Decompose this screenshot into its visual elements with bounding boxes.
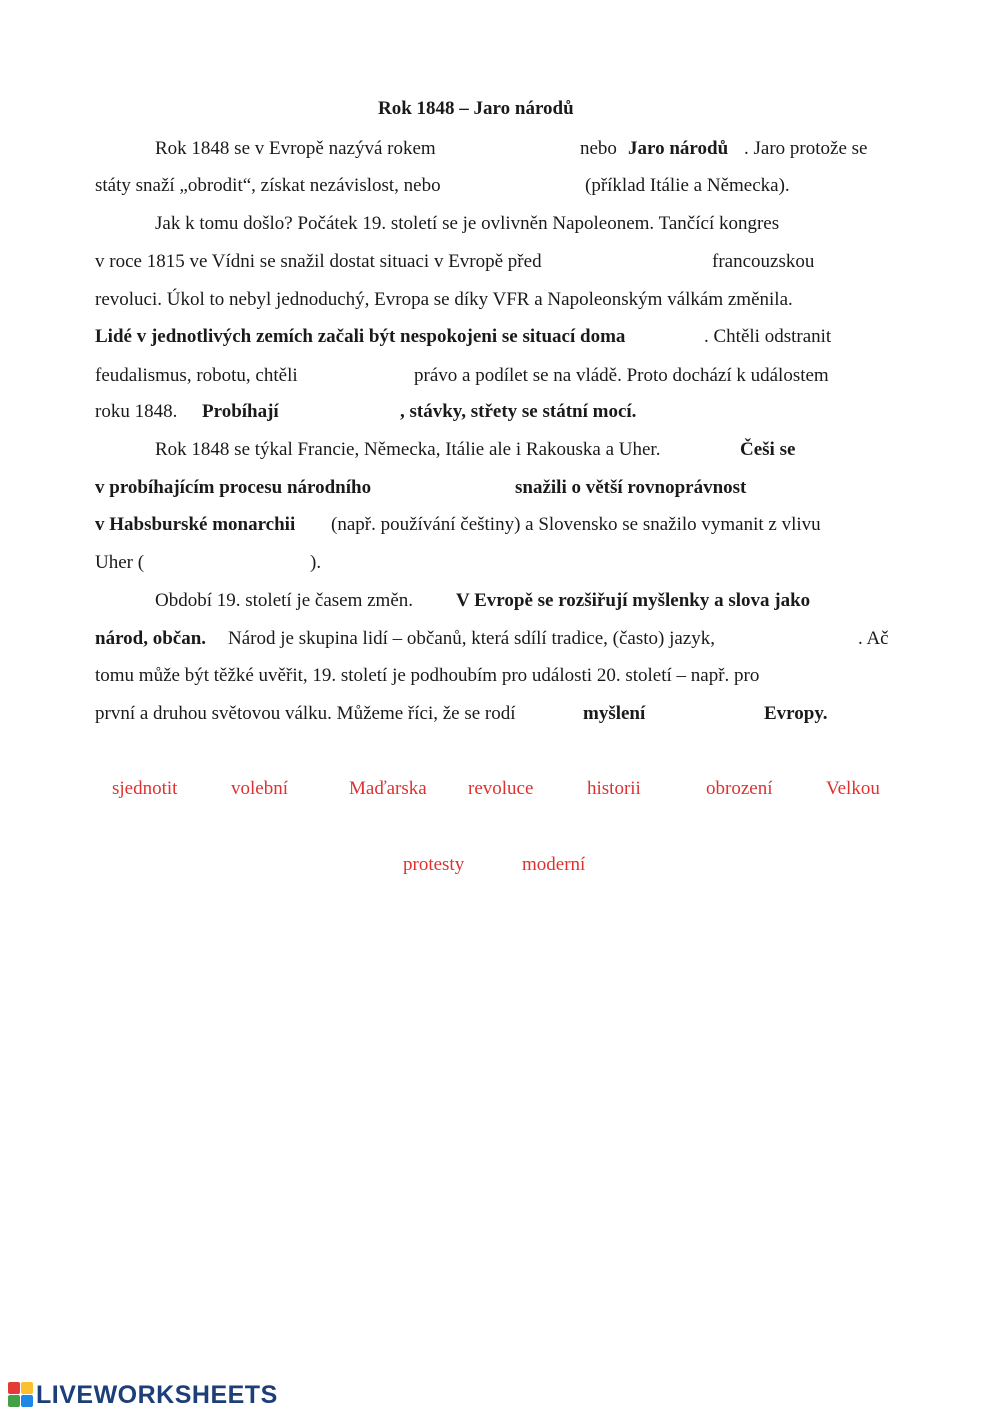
- text-bold: V Evropě se rozšiřují myšlenky a slova jako: [456, 590, 811, 611]
- answer-field-4[interactable]: [332, 363, 410, 389]
- text: právo a podílet se na vládě. Proto dochází k událostem: [414, 365, 829, 386]
- text: Rok 1848 se týkal Francie, Německa, Itálie ale i Rakouska a Uher.: [155, 439, 661, 460]
- answer-field-5[interactable]: [292, 399, 396, 425]
- text-bold: Probíhají: [202, 401, 279, 422]
- answer-field-8[interactable]: [790, 626, 854, 652]
- answer-field-9[interactable]: [662, 701, 758, 727]
- page-title: Rok 1848 – Jaro národů: [378, 98, 574, 119]
- word-bank-item[interactable]: volební: [231, 778, 288, 799]
- text-bold: národ, občan.: [95, 628, 207, 649]
- text: francouzskou: [712, 251, 815, 272]
- word-bank-item[interactable]: obrození: [706, 778, 773, 799]
- text-bold: snažili o větší rovnoprávnost: [515, 477, 747, 498]
- text-bold: Lidé v jednotlivých zemích začali být nespokojeni se situací doma: [95, 326, 626, 347]
- text: Rok 1848 se v Evropě nazývá rokem: [155, 138, 436, 159]
- text-bold: myšlení: [583, 703, 646, 724]
- word-bank-item[interactable]: Velkou: [826, 778, 880, 799]
- text-bold: , stávky, střety se státní mocí.: [400, 401, 637, 422]
- word-bank-item[interactable]: protesty: [403, 854, 465, 875]
- text: ).: [310, 552, 322, 573]
- answer-field-3[interactable]: [610, 249, 708, 275]
- text: (např. používání češtiny) a Slovensko se snažilo vymanit z vlivu: [331, 514, 821, 535]
- logo-square-red: [8, 1382, 20, 1394]
- text-bold: v probíhajícím procesu národního: [95, 477, 372, 498]
- text: tomu může být těžké uvěřit, 19. století je podhoubím pro události 20. století – např. pro: [95, 665, 760, 686]
- text: v roce 1815 ve Vídni se snažil dostat situaci v Evropě před: [95, 251, 542, 272]
- logo-square-green: [8, 1395, 20, 1407]
- word-bank-item[interactable]: Maďarska: [349, 778, 427, 799]
- text: Jak k tomu došlo? Počátek 19. století se je ovlivněn Napoleonem. Tančící kongres: [155, 213, 780, 234]
- text-bold: Evropy.: [764, 703, 828, 724]
- text: feudalismus, robotu, chtěli: [95, 365, 298, 386]
- liveworksheets-logo-icon: [8, 1382, 34, 1408]
- text: . Chtěli odstranit: [704, 326, 832, 347]
- word-bank-item[interactable]: moderní: [522, 854, 586, 875]
- text-bold: Jaro národů: [628, 138, 729, 159]
- word-bank-item[interactable]: sjednotit: [112, 778, 178, 799]
- text: Uher (: [95, 552, 145, 573]
- answer-field-6[interactable]: [414, 475, 510, 501]
- text: . Jaro protože se: [744, 138, 868, 159]
- liveworksheets-logo: [8, 1378, 278, 1412]
- text: Národ je skupina lidí – občanů, která sdílí tradice, (často) jazyk,: [228, 628, 715, 649]
- text: . Ač: [858, 628, 889, 649]
- text: Období 19. století je časem změn.: [155, 590, 414, 611]
- text: první a druhou světovou válku. Můžeme říci, že se rodí: [95, 703, 516, 724]
- logo-text: LIVEWORKSHEETS: [36, 1380, 278, 1409]
- text-bold: Češi se: [740, 439, 796, 460]
- logo-square-blue: [21, 1395, 33, 1407]
- answer-field-2[interactable]: [494, 173, 582, 199]
- logo-square-yellow: [21, 1382, 33, 1394]
- text: státy snaží „obrodit“, získat nezávislost, nebo: [95, 175, 441, 196]
- answer-field-7[interactable]: [152, 550, 306, 576]
- word-bank-item[interactable]: revoluce: [468, 778, 534, 799]
- answer-field-1[interactable]: [478, 136, 576, 162]
- text-bold: v Habsburské monarchii: [95, 514, 296, 535]
- text: (příklad Itálie a Německa).: [585, 175, 790, 196]
- word-bank-item[interactable]: historii: [587, 778, 641, 799]
- text: nebo: [580, 138, 617, 159]
- text: roku 1848.: [95, 401, 178, 422]
- text: revoluci. Úkol to nebyl jednoduchý, Evropa se díky VFR a Napoleonským válkám změnila.: [95, 289, 793, 310]
